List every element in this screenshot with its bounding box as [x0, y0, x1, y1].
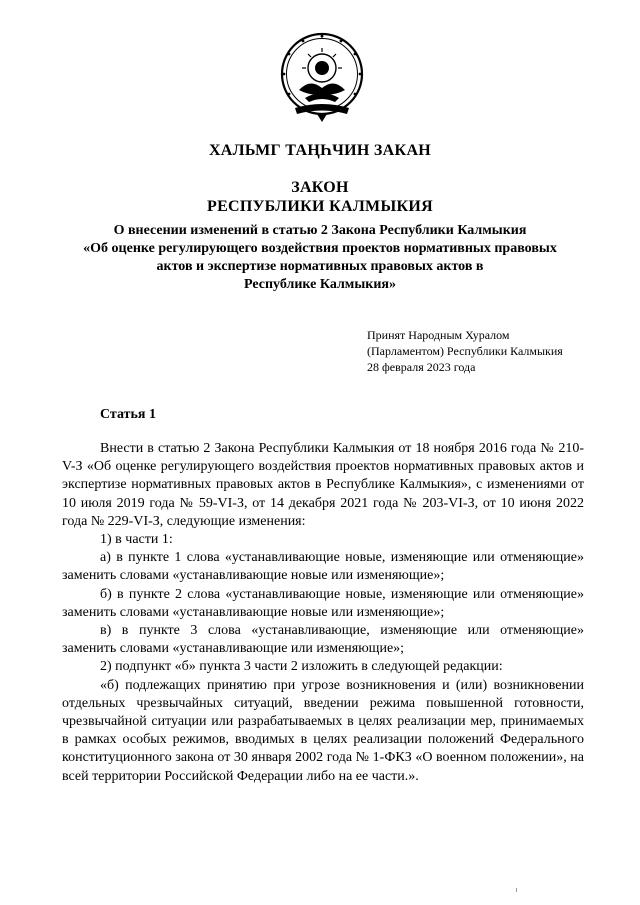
body-paragraph: «б) подлежащих принятию при угрозе возникновения и (или) возникновении отдельных чрезвычайных ситуаций, введении режима повышенной готовности, чрезвычайной ситуации или разрабатываемых в целях реализации мер, принимаемых в рамках особых режимов, вводимых в целях реализации положений Федерального конституционного закона от 30 января 2002 года № 1-ФКЗ «О военном положении», на всей территории Российской Федерации либо на ее части.».: [62, 677, 584, 784]
law-heading: ЗАКОН: [291, 179, 349, 196]
law-title: [60, 222, 580, 294]
law-title-line: актов и экспертизе нормативных правовых актов в: [156, 259, 484, 274]
adoption-note: [367, 327, 563, 375]
body-paragraph: 1) в части 1:: [100, 532, 173, 548]
body-paragraph: а) в пункте 1 слова «устанавливающие новые, изменяющие или отменяющие» заменить словами «устанавливающие новые или изменяющие»;: [62, 550, 584, 584]
body-paragraph: в) в пункте 3 слова «устанавливающие, изменяющие или отменяющие» заменить словами «устанавливающие или изменяющие»;: [62, 623, 584, 657]
body-paragraph: 2) подпункт «б» пункта 3 части 2 изложить в следующей редакции:: [100, 659, 503, 675]
article-body: [62, 440, 584, 786]
republic-heading: РЕСПУБЛИКИ КАЛМЫКИЯ: [207, 198, 433, 215]
body-paragraph: б) в пункте 2 слова «устанавливающие новые, изменяющие или отменяющие» заменить словами «устанавливающие новые или изменяющие»;: [62, 586, 584, 620]
law-title-line: Республике Калмыкия»: [244, 277, 396, 292]
law-title-line: «Об оценке регулирующего воздействия проектов нормативных правовых: [83, 241, 557, 256]
margin-mark: [516, 888, 521, 892]
coat-of-arms-emblem: [277, 30, 367, 124]
kalmyk-title: ХАЛЬМГ ТАҢҺЧИН ЗАКАН: [208, 142, 432, 159]
adoption-line: 28 февраля 2023 года: [367, 360, 476, 374]
body-paragraph: Внести в статью 2 Закона Республики Калмыкия от 18 ноября 2016 года № 210-V-З «Об оценке регулирующего воздействия проектов нормативных правовых актов и экспертизе нормативных правовых актов в Республике Калмыкия», с изменениями от 10 июля 2019 года № 59-VI-З, от 14 декабря 2021 года № 203-VI-З, от 10 июня 2022 года № 229-VI-З, следующие изменения:: [62, 441, 584, 529]
law-title-line: О внесении изменений в статью 2 Закона Республики Калмыкия: [113, 223, 527, 238]
adoption-line: Принят Народным Хуралом: [367, 328, 510, 342]
article-heading: Статья 1: [100, 407, 156, 422]
adoption-line: (Парламентом) Республики Калмыкия: [367, 344, 563, 358]
